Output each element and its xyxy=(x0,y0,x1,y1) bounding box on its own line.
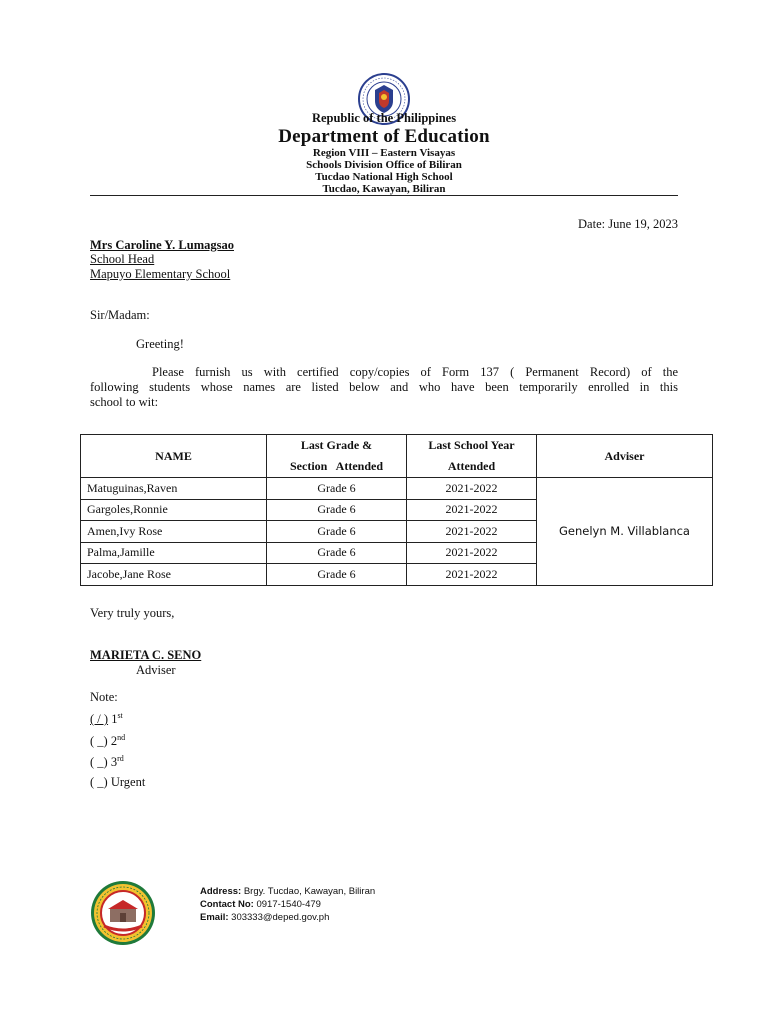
student-name-cell: Amen,Ivy Rose xyxy=(81,521,267,543)
note-option-1st xyxy=(90,711,123,727)
note-option-2nd xyxy=(90,733,125,749)
header-adviser-label: Adviser xyxy=(604,448,645,463)
footer-contact xyxy=(200,899,321,912)
header-last-school-year xyxy=(407,435,537,478)
salutation: Sir/Madam: xyxy=(90,308,150,322)
letter-date: Date: June 19, 2023 xyxy=(578,217,678,231)
student-name-cell: Matuguinas,Raven xyxy=(81,478,267,500)
student-name-cell: Jacobe,Jane Rose xyxy=(81,564,267,586)
header-adviser xyxy=(537,435,713,478)
note-label: Note: xyxy=(90,690,118,704)
closing: Very truly yours, xyxy=(90,606,175,620)
student-name-cell: Palma,Jamille xyxy=(81,542,267,564)
signatory-name: MARIETA C. SENO xyxy=(90,648,202,662)
recipient-school: Mapuyo Elementary School xyxy=(90,267,231,281)
header-last-grade xyxy=(267,435,407,478)
note-option-text: Urgent xyxy=(110,775,146,789)
footer-address-label: Address: xyxy=(200,886,242,897)
note-mark: ( _) xyxy=(90,755,108,769)
recipient-position: School Head xyxy=(90,252,155,266)
note-option-3rd xyxy=(90,754,124,770)
grade-cell: Grade 6 xyxy=(267,478,407,500)
header-last-grade-line2: Section Attended xyxy=(290,459,383,473)
header-last-grade-line1: Last Grade & xyxy=(300,438,373,452)
school-line: Tucdao National High School xyxy=(315,171,453,183)
republic-line: Republic of the Philippines xyxy=(311,111,457,125)
school-seal-logo xyxy=(90,880,156,946)
note-mark: ( _) xyxy=(90,734,108,748)
department-title: Department of Education xyxy=(278,126,490,147)
grade-cell: Grade 6 xyxy=(267,499,407,521)
recipient-name: Mrs Caroline Y. Lumagsao xyxy=(90,238,234,252)
header-name-label: NAME xyxy=(155,448,192,463)
footer-email xyxy=(200,912,329,925)
footer-contact-label: Contact No: xyxy=(200,899,254,910)
note-option-sup: st xyxy=(117,711,123,720)
signatory-title: Adviser xyxy=(136,663,176,677)
header-year-line1: Last School Year xyxy=(428,438,515,452)
year-cell: 2021-2022 xyxy=(407,542,537,564)
grade-cell: Grade 6 xyxy=(267,542,407,564)
body-line-2: following students whose names are listed below and who have been temporarily enrolled in this xyxy=(90,380,678,394)
year-cell: 2021-2022 xyxy=(407,478,537,500)
greeting: Greeting! xyxy=(136,337,184,351)
grade-cell: Grade 6 xyxy=(267,521,407,543)
note-option-text: 2 xyxy=(110,734,118,748)
footer-contact-value: 0917-1540-479 xyxy=(256,899,321,910)
note-option-sup: nd xyxy=(117,733,126,742)
note-option-sup: rd xyxy=(117,754,124,763)
header-name xyxy=(81,435,267,478)
note-option-urgent xyxy=(90,775,145,790)
body-line-1: Please furnish us with certified copy/copies of Form 137 ( Permanent Record) of the xyxy=(152,365,678,379)
table-header-row xyxy=(81,435,713,478)
year-cell: 2021-2022 xyxy=(407,564,537,586)
footer-address-value: Brgy. Tucdao, Kawayan, Biliran xyxy=(243,886,376,897)
grade-cell: Grade 6 xyxy=(267,564,407,586)
footer-address xyxy=(200,886,375,899)
footer-email-label: Email: xyxy=(200,912,229,923)
footer-email-value: 303333@deped.gov.ph xyxy=(231,912,330,923)
header-divider xyxy=(90,195,678,196)
note-mark: ( / ) xyxy=(90,712,109,726)
table-row xyxy=(81,478,713,500)
student-name-cell: Gargoles,Ronnie xyxy=(81,499,267,521)
region-line: Region VIII – Eastern Visayas xyxy=(312,147,456,159)
students-table xyxy=(80,434,713,586)
note-option-text: 1 xyxy=(111,712,118,726)
adviser-cell: Genelyn M. Villablanca xyxy=(537,478,713,586)
note-option-text: 3 xyxy=(110,755,118,769)
note-mark: ( _) xyxy=(90,775,108,789)
header-year-line2: Attended xyxy=(447,459,496,473)
year-cell: 2021-2022 xyxy=(407,521,537,543)
school-address-line: Tucdao, Kawayan, Biliran xyxy=(322,183,446,195)
division-line: Schools Division Office of Biliran xyxy=(306,159,462,171)
body-line-3: school to wit: xyxy=(90,395,159,409)
year-cell: 2021-2022 xyxy=(407,499,537,521)
